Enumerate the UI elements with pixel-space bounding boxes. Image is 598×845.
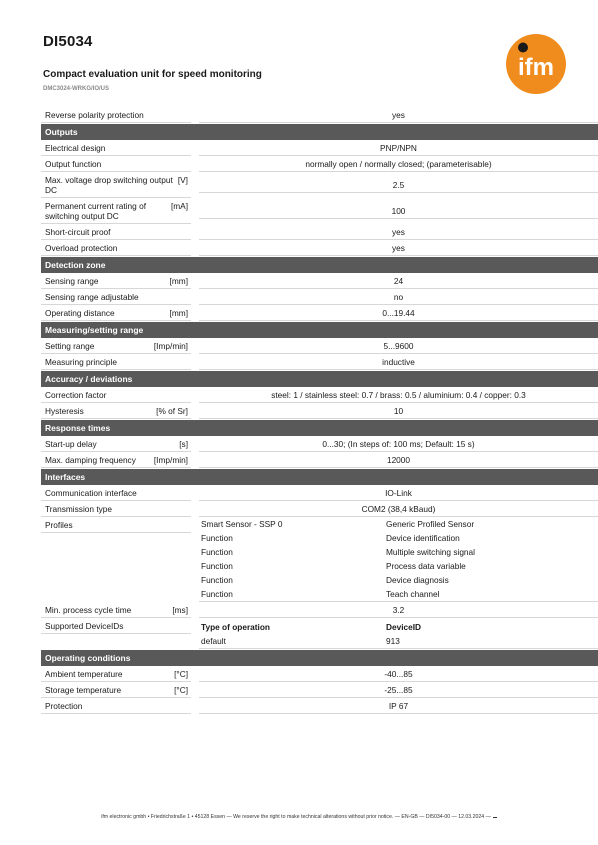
spec-label-cell [41,338,191,354]
spec-value: 2.5 [199,172,598,193]
subtable-cell: Type of operation [201,622,270,632]
spec-row [41,602,598,618]
spec-label: Operating distance [45,308,115,318]
spec-unit [184,621,188,631]
spec-label-cell [41,666,191,682]
page-footer [0,812,598,820]
spec-label-cell [41,387,191,403]
spec-row [41,517,598,602]
spec-row [41,354,598,370]
spec-label: Measuring principle [45,357,117,367]
section-header: Operating conditions [41,650,598,666]
subtable-cell: Function [201,547,233,557]
spec-label: Permanent current rating of switching output DC [45,201,146,221]
spec-label: Max. damping frequency [45,455,136,465]
spec-label: Output function [45,159,102,169]
subtable-row [199,587,598,602]
spec-row [41,452,598,468]
spec-unit: [s] [179,439,188,449]
spec-label-cell [41,602,191,618]
spec-value: steel: 1 / stainless steel: 0.7 / brass: 0.5 / aluminium: 0.4 / copper: 0.3 [199,387,598,403]
product-code: DMC3024-WRKG/IO/US [43,86,110,92]
spec-value: 0...30; (In steps of: 100 ms; Default: 15 s) [199,436,598,452]
subtable-cell: 913 [386,636,400,646]
subtable-cell: default [201,636,226,646]
spec-label: Transmission type [45,504,113,514]
spec-value: 3.2 [199,602,598,618]
spec-unit: [% of Sr] [156,406,188,416]
spec-value: -25...85 [199,682,598,698]
product-title: DI5034 [43,33,93,50]
spec-value: 0...19.44 [199,305,598,321]
spec-unit [184,292,188,302]
spec-label-cell [41,198,191,224]
spec-label-cell [41,172,191,198]
spec-unit [184,159,188,169]
subtable-cell: Generic Profiled Sensor [386,519,475,529]
spec-unit [184,520,188,530]
spec-label-cell [41,452,191,468]
spec-row [41,666,598,682]
section-header: Detection zone [41,257,598,273]
section-header: Accuracy / deviations [41,371,598,387]
spec-value: 10 [199,403,598,419]
spec-label: Correction factor [45,390,107,400]
subtable-cell: Device diagnosis [386,575,449,585]
subtable-cell: Device identification [386,533,460,543]
spec-subtable [199,517,598,602]
subtable-cell: Function [201,589,233,599]
subtable-cell: Teach channel [386,589,440,599]
spec-row [41,289,598,305]
spec-row [41,156,598,172]
spec-value: IO-Link [199,485,598,501]
subtable-row [199,618,598,634]
spec-value: yes [199,240,598,256]
spec-unit [184,143,188,153]
spec-row [41,436,598,452]
spec-unit [184,488,188,498]
spec-value: IP 67 [199,698,598,714]
spec-unit: [Imp/min] [153,455,188,465]
spec-label-cell [41,289,191,305]
spec-label-cell [41,305,191,321]
spec-unit [184,227,188,237]
spec-label: Sensing range adjustable [45,292,139,302]
spec-row [41,305,598,321]
spec-row [41,198,598,224]
spec-label: Hysteresis [45,406,84,416]
spec-unit: [mm] [169,308,188,318]
spec-label: Short-circuit proof [45,227,111,237]
spec-unit [184,504,188,514]
spec-unit: [°C] [174,685,188,695]
spec-value: inductive [199,354,598,370]
spec-unit: [Imp/min] [153,341,188,351]
spec-row [41,224,598,240]
spec-label-cell [41,224,191,240]
subtable-cell: Smart Sensor - SSP 0 [201,519,283,529]
subtable-cell: Function [201,575,233,585]
spec-value: yes [199,224,598,240]
subtable-cell: Function [201,561,233,571]
subtable-row [199,559,598,573]
subtable-cell: Multiple switching signal [386,547,476,557]
subtable-cell: DeviceID [386,622,422,632]
spec-label: Supported DeviceIDs [45,621,124,631]
spec-unit [184,243,188,253]
subtable-cell: Function [201,533,233,543]
footer-text: ifm electronic gmbh • Friedrichstraße 1 • 45128 Essen — We reserve the right to make technical alterations without prior notice. — EN-GB — DI5034-00 — 12.03.2024 — [101,814,491,820]
spec-row [41,618,598,649]
spec-label: Ambient temperature [45,669,123,679]
spec-row [41,485,598,501]
subtable-row [199,545,598,559]
spec-label: Protection [45,701,83,711]
subtable-cell: Process data variable [386,561,466,571]
spec-row [41,172,598,198]
spec-subtable [199,618,598,649]
spec-label-cell [41,403,191,419]
spec-label-cell [41,240,191,256]
spec-unit: [°C] [174,669,188,679]
spec-unit [184,701,188,711]
subtable-row [199,573,598,587]
spec-row [41,501,598,517]
spec-label-cell [41,273,191,289]
spec-label-cell [41,107,191,123]
spec-value: yes [199,107,598,123]
section-header: Measuring/setting range [41,322,598,338]
spec-label-cell [41,156,191,172]
spec-label-cell [41,436,191,452]
spec-row [41,240,598,256]
spec-row [41,698,598,714]
specification-table [41,107,598,714]
spec-label: Sensing range [45,276,99,286]
product-subtitle: Compact evaluation unit for speed monitoring [43,69,262,80]
spec-label-cell [41,682,191,698]
spec-label-cell [41,517,191,533]
spec-row [41,403,598,419]
spec-label: Max. voltage drop switching output DC [45,175,173,195]
spec-unit: [mA] [170,201,188,211]
spec-label: Reverse polarity protection [45,110,144,120]
spec-label-cell [41,618,191,634]
spec-label-cell [41,485,191,501]
spec-label: Electrical design [45,143,106,153]
logo-text: ifm [518,54,554,81]
spec-label: Communication interface [45,488,137,498]
spec-value: 24 [199,273,598,289]
spec-unit: [ms] [172,605,188,615]
page-marker [493,812,497,818]
section-header: Response times [41,420,598,436]
spec-unit [184,357,188,367]
spec-unit [184,110,188,120]
section-header: Interfaces [41,469,598,485]
spec-label: Setting range [45,341,95,351]
spec-unit [184,390,188,400]
spec-value: 12000 [199,452,598,468]
spec-label-cell [41,698,191,714]
spec-value: COM2 (38,4 kBaud) [199,501,598,517]
spec-row [41,273,598,289]
spec-unit: [mm] [169,276,188,286]
section-header: Outputs [41,124,598,140]
spec-label: Storage temperature [45,685,122,695]
spec-value: no [199,289,598,305]
subtable-row [199,634,598,649]
spec-label: Profiles [45,520,73,530]
spec-label: Start-up delay [45,439,97,449]
spec-unit: [V] [177,175,188,185]
spec-value: normally open / normally closed; (parameterisable) [199,156,598,172]
spec-value: PNP/NPN [199,140,598,156]
ifm-logo [506,34,566,94]
spec-value: -40...85 [199,666,598,682]
spec-label: Min. process cycle time [45,605,132,615]
spec-row [41,338,598,354]
spec-label-cell [41,354,191,370]
spec-value: 100 [199,198,598,219]
spec-label-cell [41,140,191,156]
subtable-row [199,531,598,545]
spec-value: 5...9600 [199,338,598,354]
spec-row [41,682,598,698]
spec-label-cell [41,501,191,517]
subtable-row [199,517,598,531]
spec-label: Overload protection [45,243,118,253]
spec-row [41,107,598,123]
spec-row [41,387,598,403]
spec-row [41,140,598,156]
